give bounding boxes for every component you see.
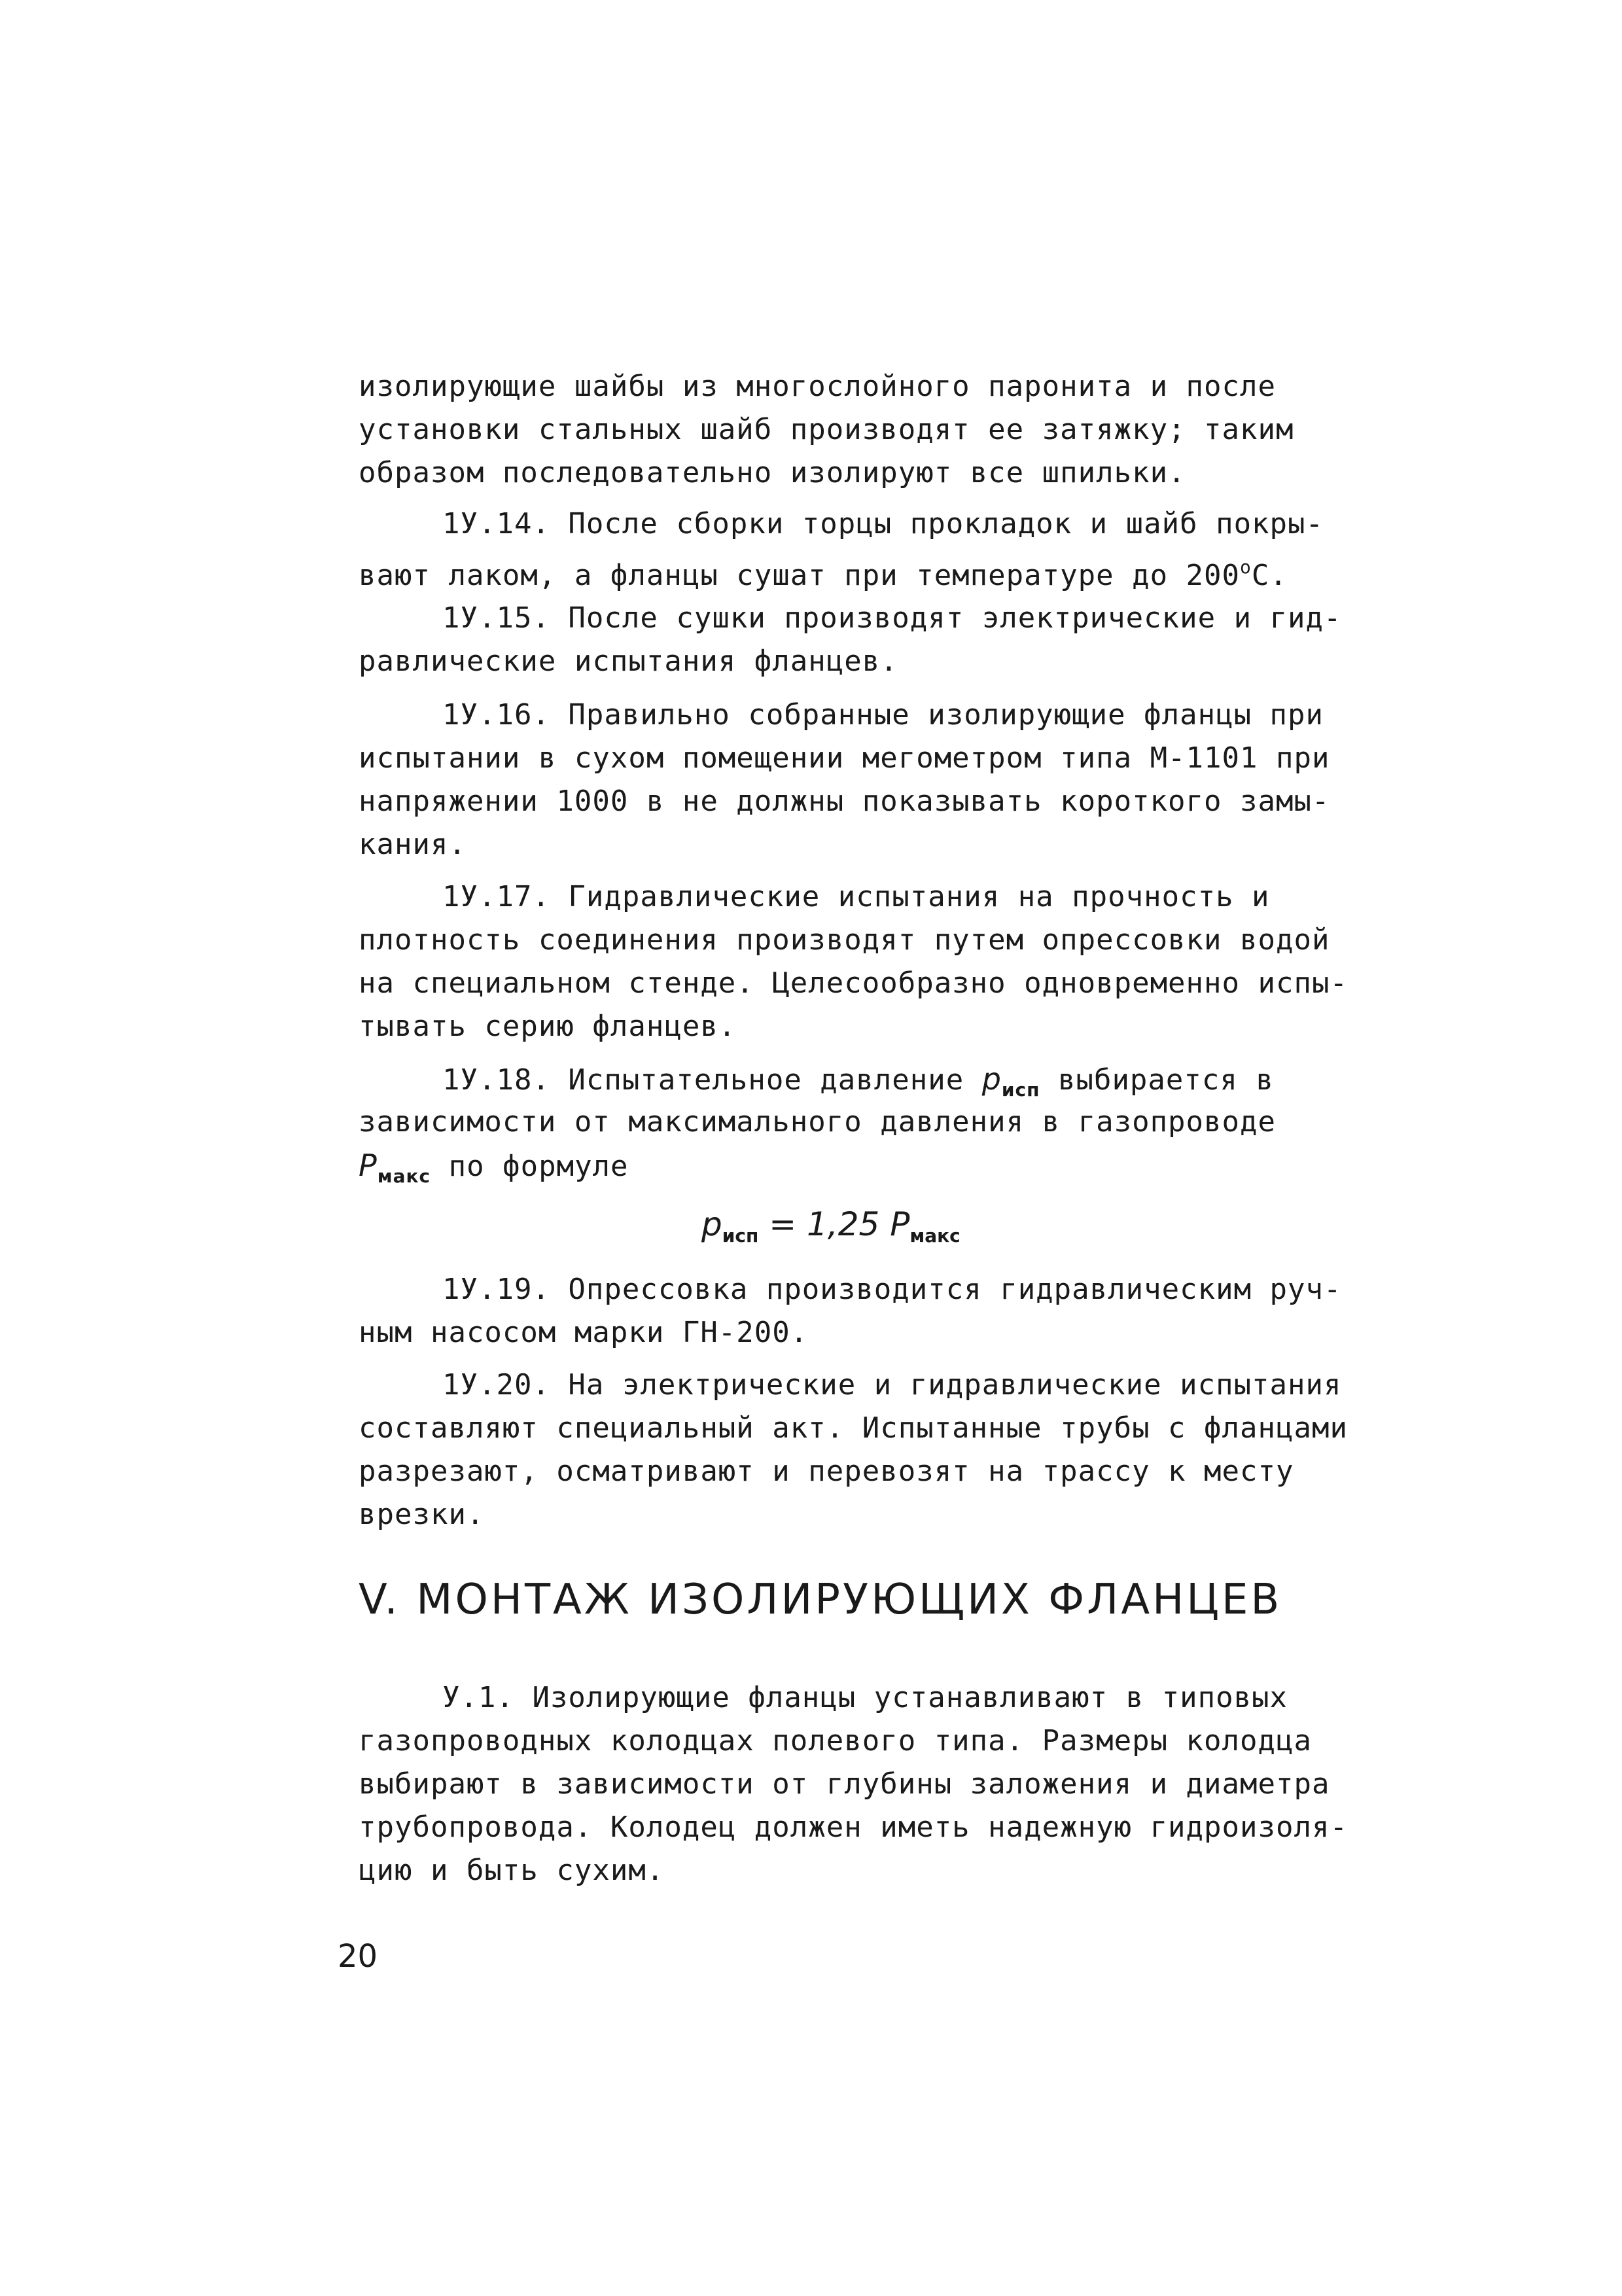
text-line: зависимости от максимального давления в газопроводе: [359, 1105, 1277, 1139]
text-line: 1У.17. Гидравлические испытания на прочность и: [442, 880, 1270, 913]
paragraph-4-18: [359, 1057, 1301, 1187]
paragraph-5-1: [359, 1676, 1348, 1892]
text-line: цию и быть сухим.: [359, 1854, 665, 1887]
paragraph-4-17: [359, 875, 1348, 1048]
text-line: газопроводных колодцах полевого типа. Размеры колодца: [359, 1724, 1312, 1757]
text-line: образом последовательно изолируют все шпильки.: [359, 456, 1186, 489]
degree-sign: о: [1240, 556, 1252, 578]
text-line: 1У.14. После сборки торцы прокладок и шайб покры-: [442, 507, 1324, 540]
text-line: [359, 1057, 1301, 1101]
var-max-pressure: [359, 1148, 431, 1187]
paragraph-4-14: [359, 503, 1324, 592]
text-line: составляют специальный акт. Испытанные трубы с фланцами: [359, 1411, 1348, 1445]
var-symbol: p: [981, 1061, 1002, 1097]
text-line: [359, 546, 1301, 592]
paragraph-4-19: [359, 1268, 1342, 1354]
var-symbol: P: [359, 1148, 378, 1183]
text-line: испытании в сухом помещении мегометром типа М-1101 при: [359, 741, 1330, 775]
text-line: 1У.20. На электрические и гидравлические испытания: [442, 1368, 1342, 1402]
text-line: [359, 1144, 1301, 1187]
formula-rhs: = 1,25 P: [758, 1205, 910, 1243]
text-line: 1У.16. Правильно собранные изолирующие фланцы при: [442, 698, 1324, 732]
paragraph-4-15: [359, 597, 1342, 683]
formula-lhs: p: [701, 1205, 722, 1243]
text-line: разрезают, осматривают и перевозят на трассу к месту: [359, 1455, 1294, 1488]
text-line: врезки.: [359, 1498, 485, 1531]
text-line: плотность соединения производят путем опрессовки водой: [359, 923, 1330, 957]
text-line: выбирают в зависимости от глубины заложения и диаметра: [359, 1767, 1330, 1801]
text-line: кания.: [359, 828, 467, 861]
var-subscript: исп: [1001, 1079, 1040, 1101]
text-fragment: вают лаком, а фланцы сушат при температуре до 200: [359, 559, 1241, 592]
text-line: трубопровода. Колодец должен иметь надежную гидроизоля-: [359, 1810, 1348, 1844]
paragraph-4-20: [359, 1364, 1348, 1536]
text-line: напряжении 1000 в не должны показывать короткого замы-: [359, 785, 1330, 818]
section-heading: V. МОНТАЖ ИЗОЛИРУЮЩИХ ФЛАНЦЕВ: [359, 1576, 1282, 1624]
text-line: изолирующие шайбы из многослойного паронита и после: [359, 370, 1277, 403]
text-line: 1У.19. Опрессовка производится гидравлическим руч-: [442, 1273, 1342, 1306]
text-fragment: выбирается в: [1040, 1063, 1274, 1097]
formula: [701, 1205, 961, 1246]
var-subscript: макс: [377, 1165, 431, 1187]
text-line: тывать серию фланцев.: [359, 1010, 737, 1043]
text-fragment: С.: [1251, 559, 1288, 592]
text-line: равлические испытания фланцев.: [359, 645, 898, 678]
page-number: 20: [338, 1938, 378, 1975]
paragraph-4-16: [359, 694, 1330, 866]
text-line: ным насосом марки ГН-200.: [359, 1316, 809, 1349]
text-line: на специальном стенде. Целесообразно одновременно испы-: [359, 966, 1348, 1000]
paragraph-continuation: [359, 365, 1301, 495]
formula-rhs-subscript: макс: [909, 1225, 961, 1246]
text-line: У.1. Изолирующие фланцы устанавливают в типовых: [442, 1681, 1288, 1714]
text-fragment: по формуле: [431, 1150, 629, 1183]
text-line: 1У.15. После сушки производят электрические и гид-: [442, 601, 1342, 635]
text-fragment: 1У.18. Испытательное давление: [442, 1063, 982, 1097]
formula-lhs-subscript: исп: [722, 1225, 759, 1246]
text-line: установки стальных шайб производят ее затяжку; таким: [359, 413, 1294, 446]
var-test-pressure: [981, 1061, 1040, 1101]
